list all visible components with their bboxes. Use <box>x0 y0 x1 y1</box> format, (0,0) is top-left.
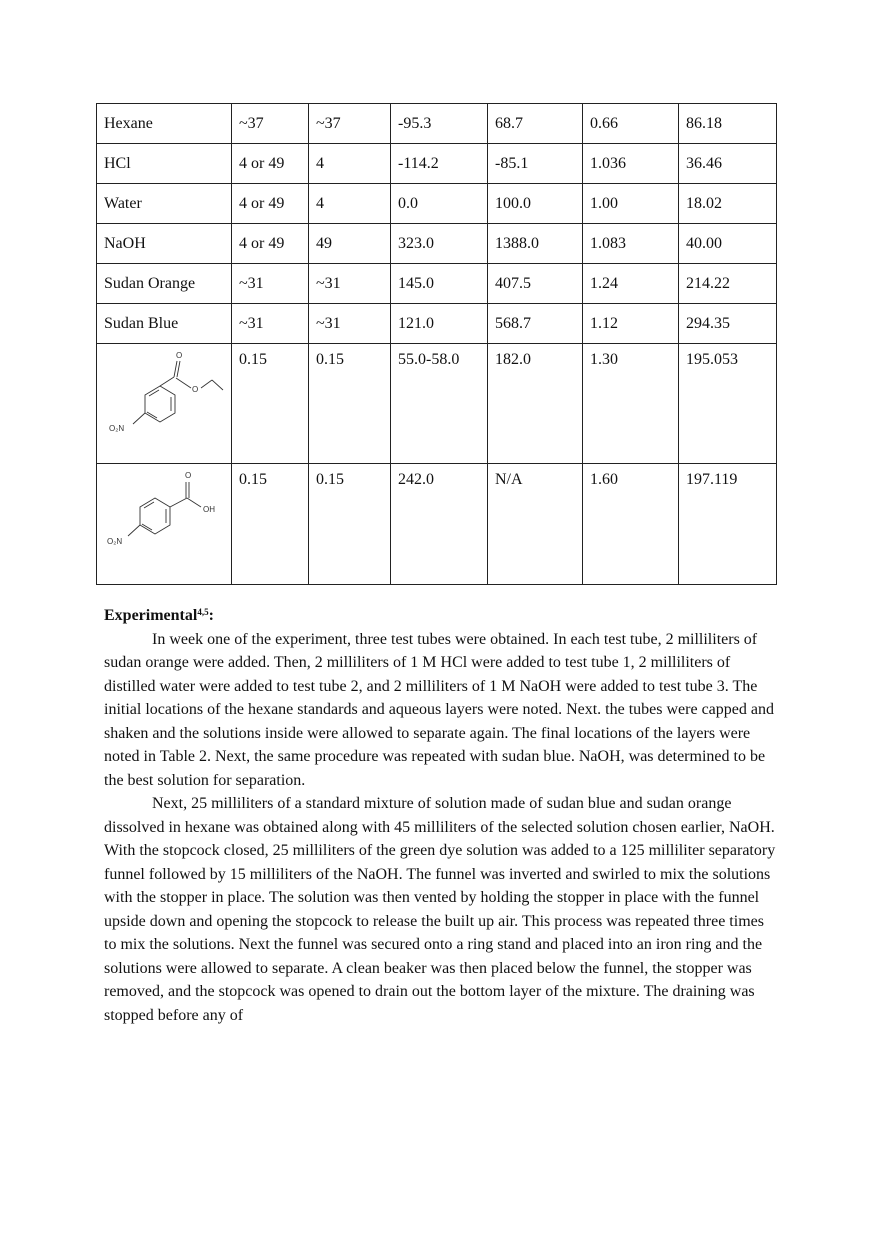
experimental-section <box>104 604 776 1027</box>
table-cell: 323.0 <box>391 224 488 264</box>
paragraph: Next, 25 milliliters of a standard mixture of solution made of sudan blue and sudan orange dissolved in hexane was obtained along with 45 milliliters of the selected solution chosen earlier, NaOH. With the stopcock closed, 25 milliliters of the green dye solution was added to a 125 milliliter separatory funnel followed by 15 milliliters of the NaOH. The funnel was inverted and swirled to mix the solutions with the stopper in place. The solution was then vented by holding the stopper in place with the funnel upside down and opening the stopcock to release the built up air. This process was repeated three times to mix the solutions. Next the funnel was secured onto a ring stand and placed into an iron ring and the solutions were allowed to separate. A clean beaker was then placed below the funnel, the stopper was removed, and the stopcock was opened to drain out the bottom layer of the mixture. The draining was stopped before any of <box>104 795 776 1024</box>
nitrobenzoic-acid-structure <box>97 464 231 584</box>
table-cell: 100.0 <box>488 184 583 224</box>
table-cell: Sudan Blue <box>97 304 232 344</box>
table-cell: 36.46 <box>679 144 777 184</box>
table-cell: ~31 <box>309 304 391 344</box>
table-cell: 145.0 <box>391 264 488 304</box>
table-row <box>97 144 777 184</box>
properties-table <box>96 103 777 585</box>
nitro-group-label: O₂N <box>109 424 125 433</box>
table-cell: ~37 <box>232 104 309 144</box>
table-cell: 1.30 <box>583 344 679 464</box>
ester-oxygen-label: O <box>192 385 199 394</box>
table-cell: Hexane <box>97 104 232 144</box>
table-cell: 86.18 <box>679 104 777 144</box>
carbonyl-oxygen-label: O <box>176 351 183 360</box>
table-row <box>97 464 777 585</box>
table-cell: 1.12 <box>583 304 679 344</box>
table-cell: 68.7 <box>488 104 583 144</box>
carbonyl-oxygen-label: O <box>185 471 192 480</box>
table-cell: ~31 <box>232 304 309 344</box>
table-cell: 407.5 <box>488 264 583 304</box>
table-row <box>97 264 777 304</box>
table-cell: 1.00 <box>583 184 679 224</box>
section-heading <box>104 604 776 628</box>
table-cell: 1.083 <box>583 224 679 264</box>
table-cell: N/A <box>488 464 583 585</box>
ethyl-nitrobenzoate-structure <box>97 344 231 454</box>
table-cell: 49 <box>309 224 391 264</box>
table-cell: 4 or 49 <box>232 144 309 184</box>
table-cell: HCl <box>97 144 232 184</box>
table-cell: NaOH <box>97 224 232 264</box>
table-row <box>97 344 777 464</box>
table-cell: 18.02 <box>679 184 777 224</box>
table-cell: ~31 <box>309 264 391 304</box>
table-cell: 214.22 <box>679 264 777 304</box>
table-cell: -114.2 <box>391 144 488 184</box>
table-cell: 4 <box>309 184 391 224</box>
table-cell: 0.0 <box>391 184 488 224</box>
structure-cell <box>97 344 232 464</box>
table-cell: 0.15 <box>309 344 391 464</box>
table-cell: 0.66 <box>583 104 679 144</box>
table-cell: 0.15 <box>232 344 309 464</box>
table-cell: 1.60 <box>583 464 679 585</box>
table-cell: 242.0 <box>391 464 488 585</box>
table-cell: 4 <box>309 144 391 184</box>
table-cell: Sudan Orange <box>97 264 232 304</box>
table-row <box>97 104 777 144</box>
table-cell: 55.0-58.0 <box>391 344 488 464</box>
table-row <box>97 224 777 264</box>
table-cell: -85.1 <box>488 144 583 184</box>
table-cell: 0.15 <box>232 464 309 585</box>
heading-citation: 4,5 <box>197 607 209 617</box>
hydroxyl-label: OH <box>203 505 215 514</box>
table-cell: 197.119 <box>679 464 777 585</box>
structure-cell <box>97 464 232 585</box>
paragraph: In week one of the experiment, three test tubes were obtained. In each test tube, 2 milliliters of sudan orange were added. Then, 2 milliliters of 1 M HCl were added to test tube 1, 2 milliliters of distilled water were added to test tube 2, and 2 milliliters of 1 M NaOH were added to test tube 3. The initial locations of the hexane standards and aqueous layers were noted. Next. the tubes were capped and shaken and the solutions inside were allowed to separate again. The final locations of the layers were noted in Table 2. Next, the same procedure was repeated with sudan blue. NaOH, was determined to be the best solution for separation. <box>104 630 774 789</box>
table-cell: 568.7 <box>488 304 583 344</box>
table-row <box>97 304 777 344</box>
table-cell: ~37 <box>309 104 391 144</box>
table-cell: 182.0 <box>488 344 583 464</box>
table-cell: 195.053 <box>679 344 777 464</box>
nitro-group-label: O₂N <box>107 537 123 546</box>
table-row <box>97 184 777 224</box>
table-cell: 4 or 49 <box>232 224 309 264</box>
table-cell: 1388.0 <box>488 224 583 264</box>
heading-text: Experimental <box>104 607 198 624</box>
table-cell: ~31 <box>232 264 309 304</box>
table-cell: Water <box>97 184 232 224</box>
table-cell: 1.24 <box>583 264 679 304</box>
table-cell: 1.036 <box>583 144 679 184</box>
table-cell: 121.0 <box>391 304 488 344</box>
table-cell: -95.3 <box>391 104 488 144</box>
table-cell: 4 or 49 <box>232 184 309 224</box>
table-cell: 0.15 <box>309 464 391 585</box>
table-cell: 294.35 <box>679 304 777 344</box>
heading-colon: : <box>208 607 214 624</box>
table-cell: 40.00 <box>679 224 777 264</box>
